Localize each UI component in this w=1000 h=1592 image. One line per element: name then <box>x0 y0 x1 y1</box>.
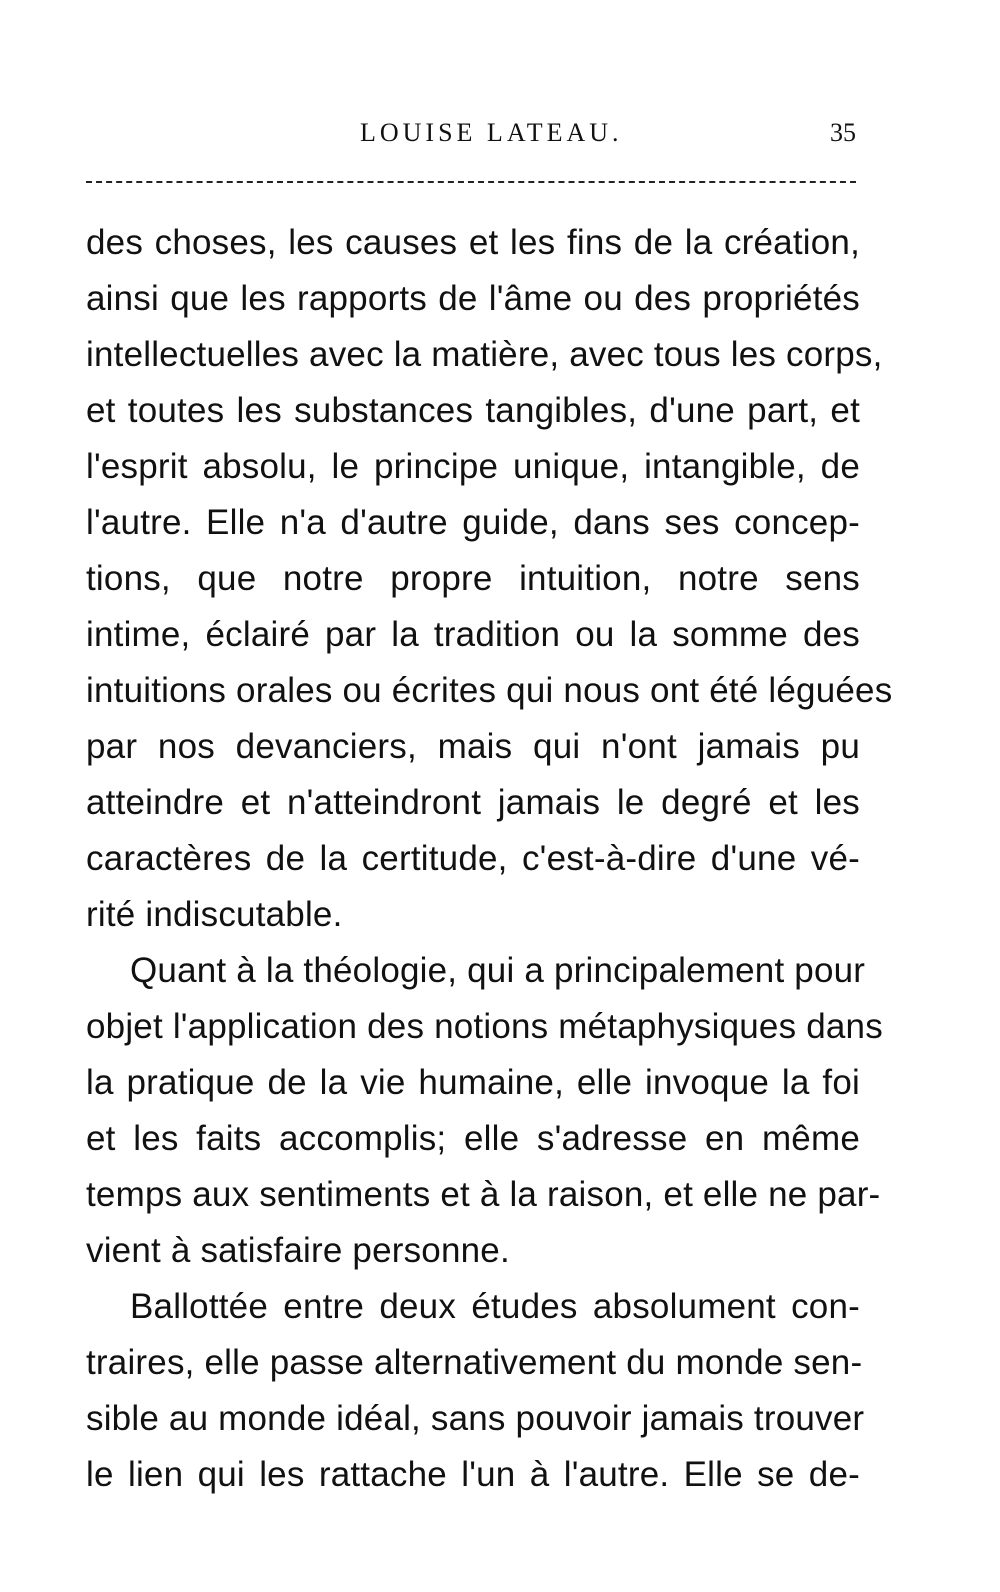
text-line: Ballottée entre deux études absolument con- <box>130 1287 860 1326</box>
text-line: des choses, les causes et les fins de la création, <box>86 223 860 262</box>
text-line: traires, elle passe alternativement du monde sen- <box>86 1343 863 1382</box>
text-line: atteindre et n'atteindront jamais le degré et les <box>86 783 860 822</box>
running-title: LOUISE LATEAU. <box>360 118 623 147</box>
text-line: par nos devanciers, mais qui n'ont jamais pu <box>86 727 860 766</box>
paragraph-3 <box>86 1279 865 1503</box>
text-line: le lien qui les rattache l'un à l'autre. Elle se de- <box>86 1455 860 1494</box>
text-line: intime, éclairé par la tradition ou la somme des <box>86 615 860 654</box>
page-number: 35 <box>830 118 856 147</box>
running-head <box>0 113 1000 153</box>
text-line: intellectuelles avec la matière, avec tous les corps, <box>86 335 883 374</box>
text-line: vient à satisfaire personne. <box>86 1231 510 1270</box>
body-text <box>86 215 893 1503</box>
text-line: l'autre. Elle n'a d'autre guide, dans ses concep- <box>86 503 860 542</box>
text-line: rité indiscutable. <box>86 895 343 934</box>
text-line: la pratique de la vie humaine, elle invoque la foi <box>86 1063 860 1102</box>
text-line: tions, que notre propre intuition, notre sens <box>86 559 860 598</box>
text-line: intuitions orales ou écrites qui nous ont été léguées <box>86 671 893 710</box>
text-line: sible au monde idéal, sans pouvoir jamais trouver <box>86 1399 865 1438</box>
text-line: et toutes les substances tangibles, d'une part, et <box>86 391 860 430</box>
header-rule <box>86 181 856 183</box>
paragraph-2 <box>86 943 883 1279</box>
text-line: ainsi que les rapports de l'âme ou des propriétés <box>86 279 860 318</box>
text-line: objet l'application des notions métaphysiques dans <box>86 1007 883 1046</box>
paragraph-1 <box>86 215 893 943</box>
text-line: l'esprit absolu, le principe unique, intangible, de <box>86 447 860 486</box>
text-line: temps aux sentiments et à la raison, et elle ne par- <box>86 1175 881 1214</box>
text-line: Quant à la théologie, qui a principalement pour <box>130 951 866 990</box>
text-line: caractères de la certitude, c'est-à-dire d'une vé- <box>86 839 860 878</box>
text-line: et les faits accomplis; elle s'adresse en même <box>86 1119 860 1158</box>
